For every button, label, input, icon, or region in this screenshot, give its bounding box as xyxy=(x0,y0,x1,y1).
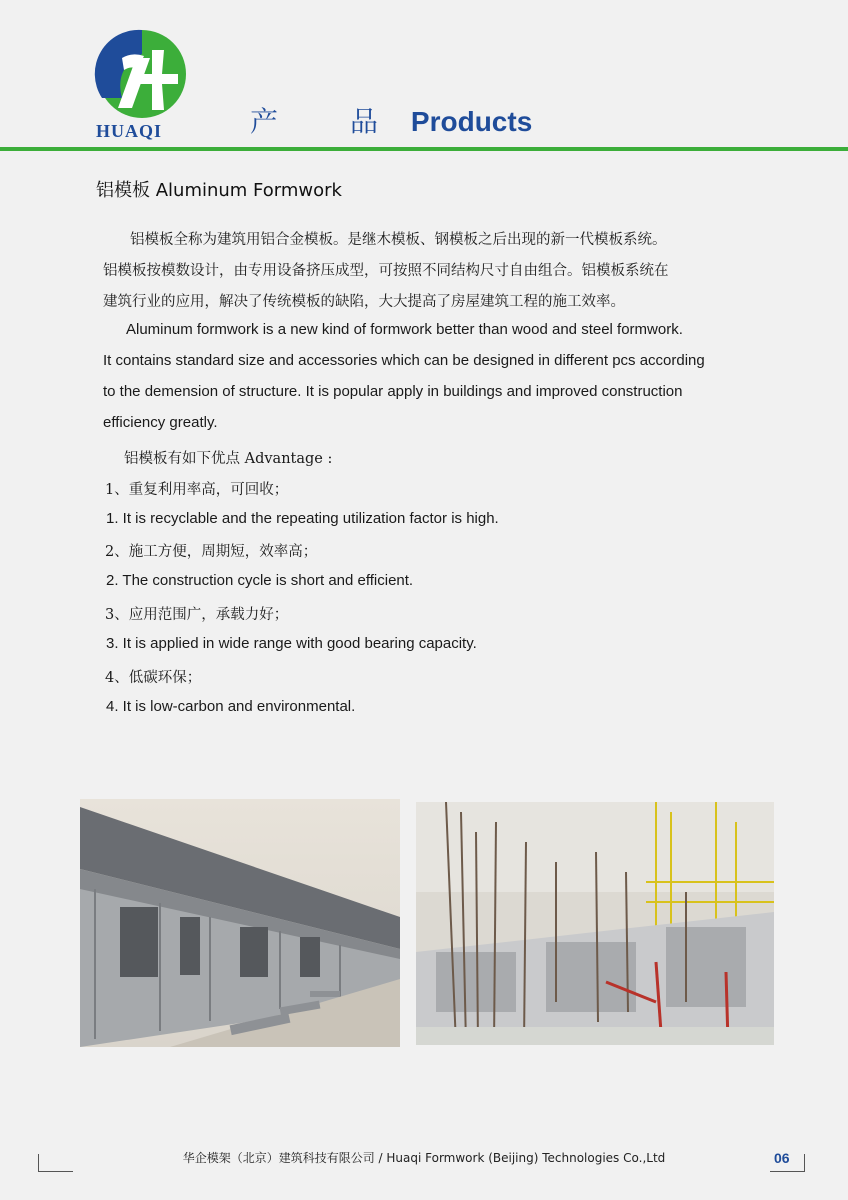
advantage-en: 2. The construction cycle is short and efficient. xyxy=(106,572,414,589)
advantage-cn: 4、低碳环保； xyxy=(105,670,202,686)
logo-wordmark: HUAQI xyxy=(96,121,163,141)
page-header xyxy=(0,0,848,152)
page-title-cn: 产 品 xyxy=(250,105,401,138)
section-title: 铝模板 Aluminum Formwork xyxy=(96,180,342,201)
photo-construction-site xyxy=(416,802,774,1045)
advantage-en: 3. It is applied in wide range with good bearing capacity. xyxy=(106,635,477,652)
intro-en-line: It contains standard size and accessories which can be designed in different pcs according xyxy=(103,352,705,369)
advantage-cn: 3、应用范围广，承载力好； xyxy=(105,607,289,623)
advantage-en: 1. It is recyclable and the repeating utilization factor is high. xyxy=(106,510,499,527)
intro-cn-line: 铝模板按模数设计，由专用设备挤压成型，可按照不同结构尺寸自由组合。铝模板系统在 xyxy=(103,263,669,279)
page-title-en: Products xyxy=(410,106,533,137)
intro-cn-line: 铝模板全称为建筑用铝合金模板。是继木模板、钢模板之后出现的新一代模板系统。 xyxy=(130,232,667,248)
page-number: 06 xyxy=(774,1150,790,1166)
header-divider xyxy=(0,147,848,151)
footer-company: 华企模架（北京）建筑科技有限公司 / Huaqi Formwork (Beijing) Technologies Co.,Ltd xyxy=(182,1151,666,1165)
intro-en-line: Aluminum formwork is a new kind of formwork better than wood and steel formwork. xyxy=(126,321,683,338)
page-title xyxy=(250,100,532,140)
photo-formwork-yard xyxy=(80,799,400,1047)
advantage-en: 4. It is low-carbon and environmental. xyxy=(106,698,356,715)
intro-en-line: efficiency greatly. xyxy=(103,414,218,431)
advantage-cn: 1、重复利用率高，可回收； xyxy=(105,482,289,498)
intro-en-line: to the demension of structure. It is popular apply in buildings and improved construction xyxy=(103,383,683,400)
advantage-heading: 铝模板有如下优点 Advantage : xyxy=(124,451,333,467)
intro-cn-line: 建筑行业的应用，解决了传统模板的缺陷，大大提高了房屋建筑工程的施工效率。 xyxy=(103,294,625,310)
advantage-cn: 2、施工方便，周期短，效率高； xyxy=(105,544,318,560)
